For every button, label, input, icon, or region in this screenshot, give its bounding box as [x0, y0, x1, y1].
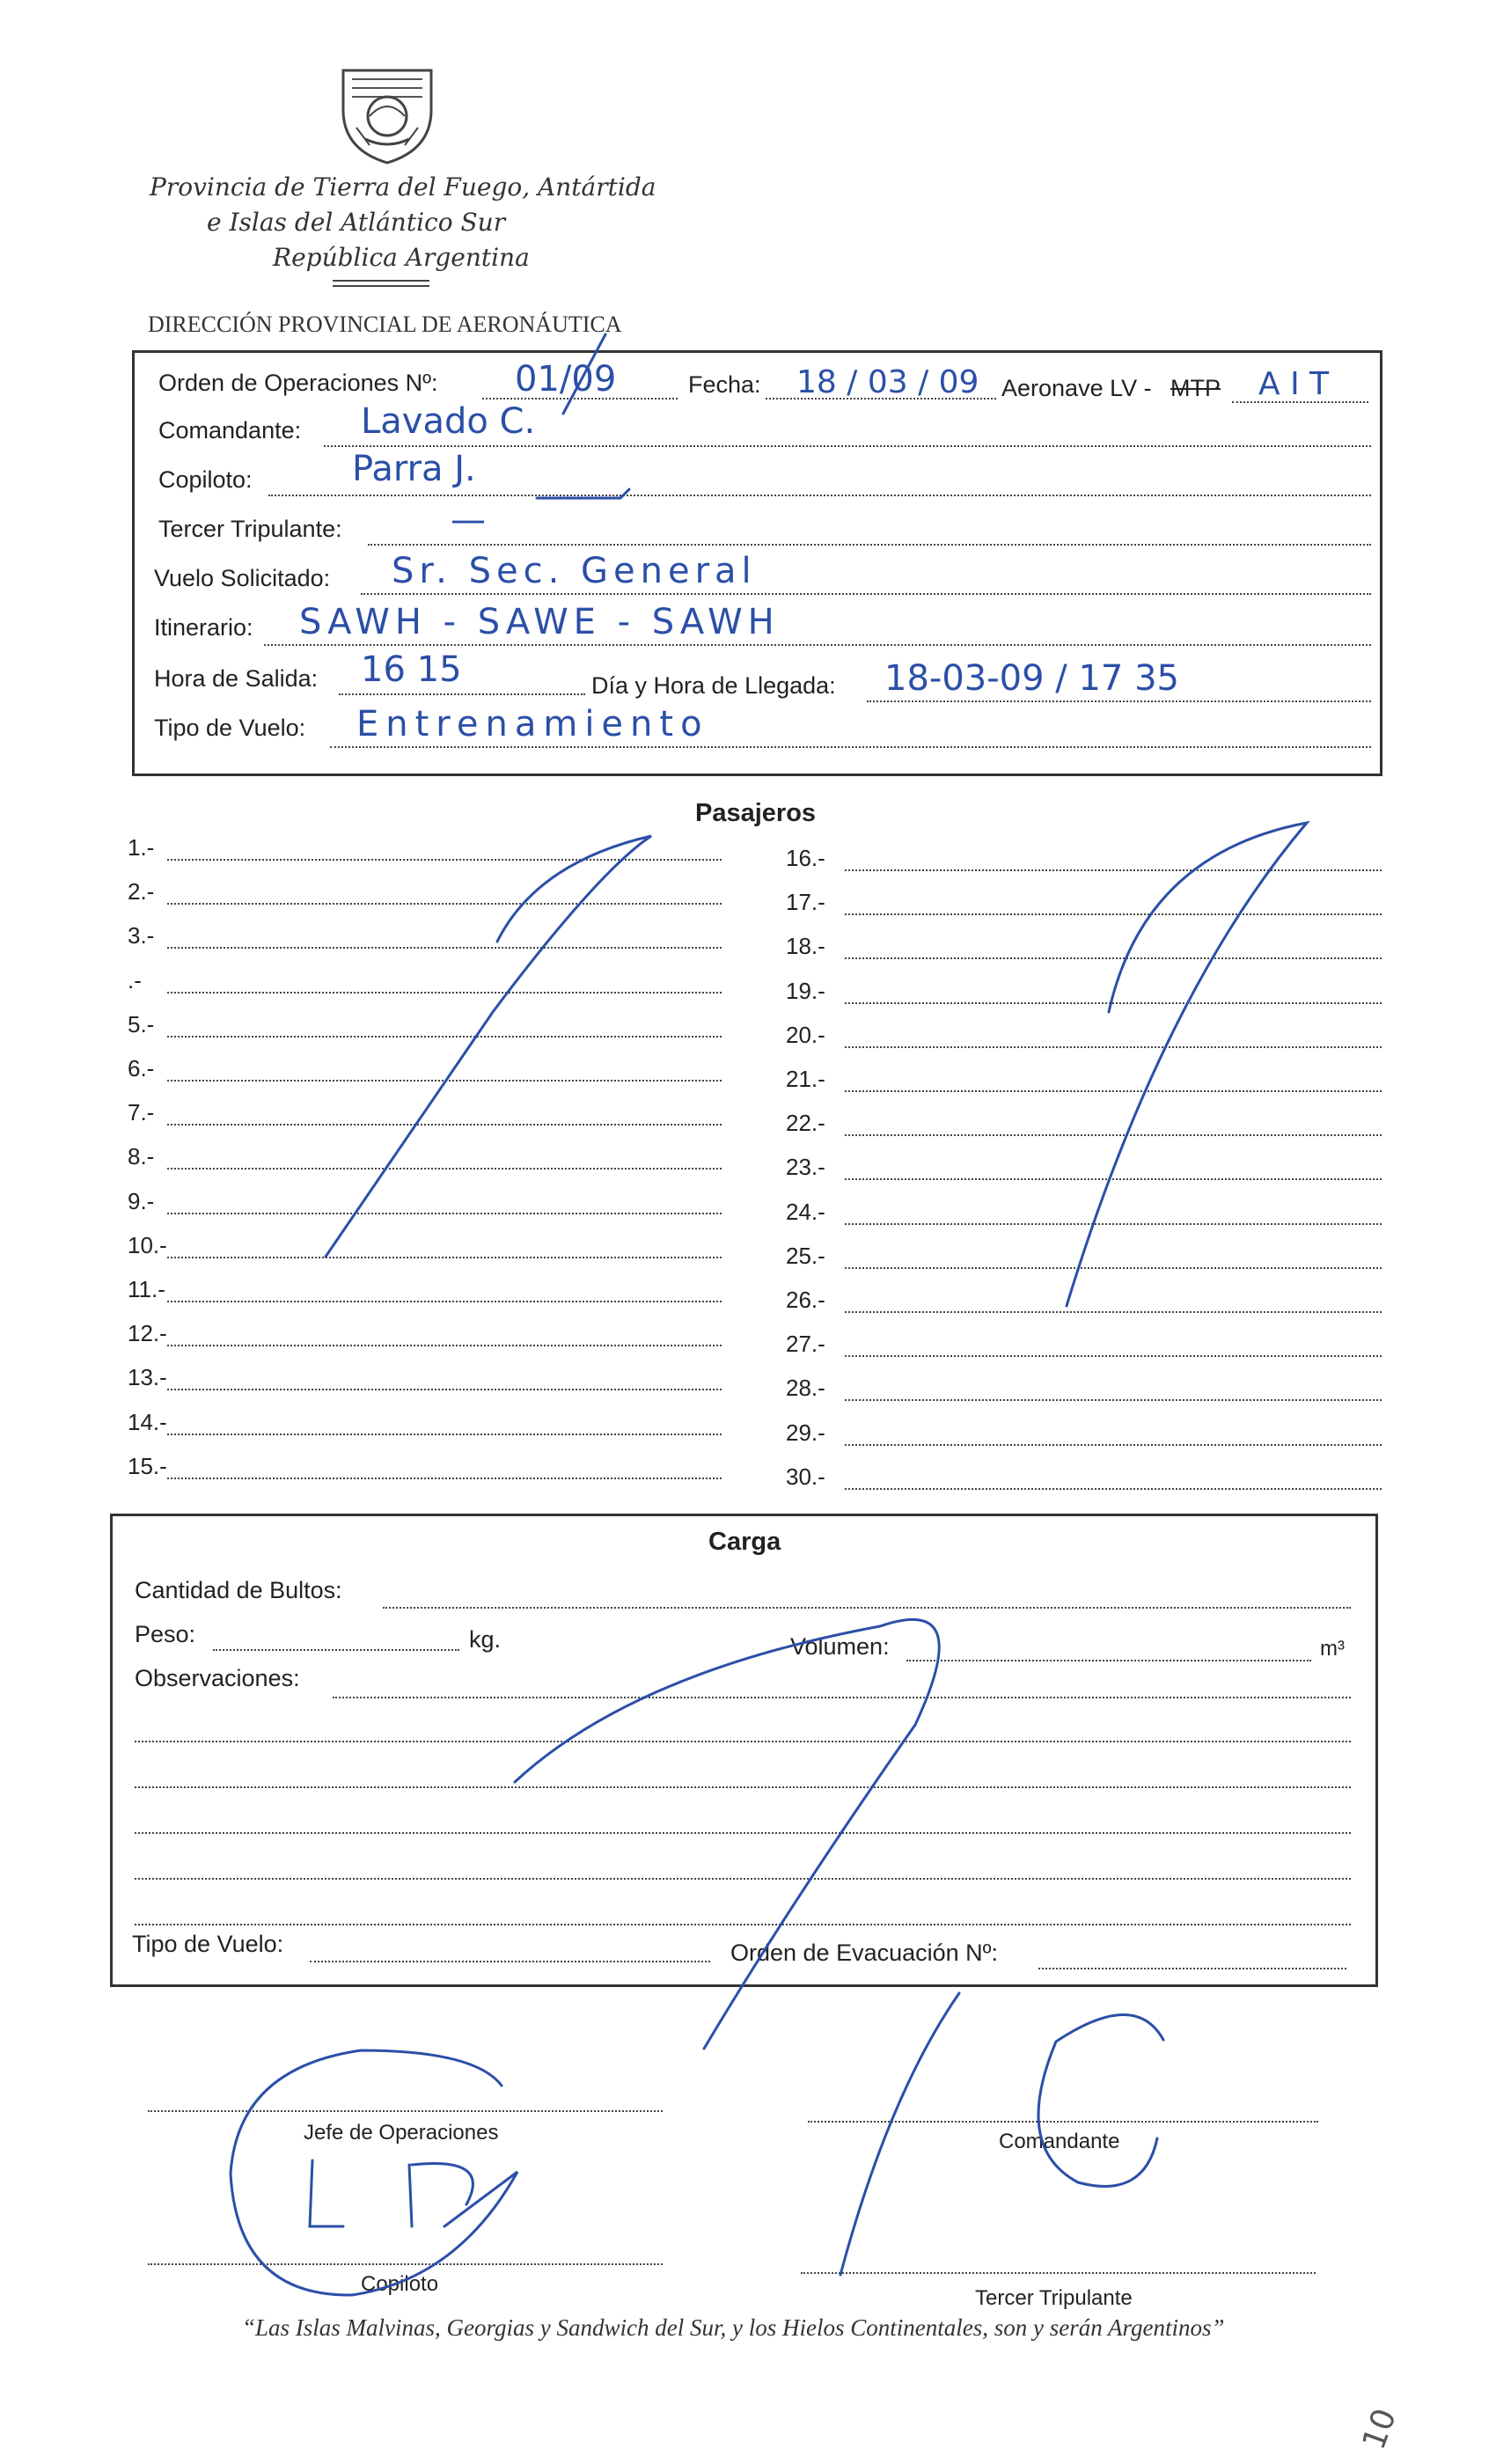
passenger-right-entry-line-1[interactable]: [845, 869, 1382, 871]
observations-line-1: [333, 1697, 1351, 1698]
province-emblem: [339, 62, 436, 165]
passenger-right-number-2: 17.-: [786, 889, 825, 916]
departure-label: Hora de Salida:: [154, 665, 319, 692]
passenger-right-entry-line-14[interactable]: [845, 1444, 1382, 1446]
passenger-right-number-8: 23.-: [786, 1154, 825, 1181]
passengers-right-strike: [1067, 823, 1307, 1306]
passenger-right-number-5: 20.-: [786, 1021, 825, 1048]
passenger-left-entry-line-3[interactable]: [167, 947, 722, 949]
evacuation-line: [1038, 1968, 1346, 1969]
passenger-left-entry-line-9[interactable]: [167, 1213, 722, 1214]
passenger-left-entry-line-7[interactable]: [167, 1124, 722, 1126]
observations-line-6: [135, 1924, 1351, 1925]
arrival-value[interactable]: 18-03-09 / 17 35: [884, 658, 1179, 699]
itinerary-label: Itinerario:: [154, 614, 253, 641]
passenger-right-entry-line-13[interactable]: [845, 1399, 1382, 1401]
passenger-left-entry-line-2[interactable]: [167, 903, 722, 905]
aircraft-struck: MTP: [1170, 375, 1221, 401]
third-sign-label: Tercer Tripulante: [975, 2286, 1133, 2310]
passenger-right-entry-line-2[interactable]: [845, 913, 1382, 915]
passenger-left-number-8: 8.-: [128, 1143, 155, 1170]
flight-type-label: Tipo de Vuelo:: [154, 715, 306, 741]
header-rule: [333, 280, 429, 282]
header-line-3: República Argentina: [273, 243, 530, 272]
date-label: Fecha:: [688, 371, 761, 398]
order-value[interactable]: 01/09: [515, 359, 617, 400]
aircraft-label: Aeronave LV -: [1001, 375, 1152, 401]
ops-chief-signature: [231, 2050, 517, 2295]
passenger-right-number-12: 27.-: [786, 1331, 825, 1358]
copilot-sign-line: [148, 2263, 663, 2265]
weight-line: [213, 1649, 459, 1651]
passenger-right-entry-line-15[interactable]: [845, 1488, 1382, 1490]
passenger-right-entry-line-10[interactable]: [845, 1267, 1382, 1269]
commander-label: Comandante:: [158, 417, 302, 444]
header-line-2: e Islas del Atlántico Sur: [207, 208, 506, 237]
third-sign-line: [801, 2272, 1316, 2274]
passenger-right-entry-line-8[interactable]: [845, 1178, 1382, 1180]
passenger-right-number-10: 25.-: [786, 1242, 825, 1269]
passenger-left-entry-line-14[interactable]: [167, 1434, 722, 1435]
passenger-right-entry-line-7[interactable]: [845, 1134, 1382, 1136]
passenger-right-number-1: 16.-: [786, 845, 825, 871]
passenger-right-number-11: 26.-: [786, 1287, 825, 1313]
third-crew-label: Tercer Tripulante:: [158, 516, 342, 542]
passenger-right-number-9: 24.-: [786, 1198, 825, 1225]
passenger-left-number-15: 15.-: [128, 1452, 167, 1479]
aircraft-value[interactable]: A I T: [1258, 366, 1330, 402]
passenger-left-entry-line-8[interactable]: [167, 1168, 722, 1170]
passenger-right-entry-line-5[interactable]: [845, 1046, 1382, 1048]
requested-label: Vuelo Solicitado:: [154, 565, 331, 591]
observations-label: Observaciones:: [135, 1665, 300, 1691]
copilot-value[interactable]: Parra J.: [352, 449, 476, 489]
passenger-left-number-9: 9.-: [128, 1187, 155, 1214]
passenger-right-entry-line-6[interactable]: [845, 1090, 1382, 1092]
passengers-title: Pasajeros: [695, 799, 817, 827]
cargo-title: Carga: [708, 1528, 781, 1556]
departure-value[interactable]: 16 15: [361, 649, 462, 690]
passenger-left-number-2: 2.-: [128, 878, 155, 906]
volume-unit: m³: [1320, 1637, 1345, 1661]
packages-line: [383, 1607, 1351, 1609]
passenger-left-number-1: 1.-: [128, 834, 155, 861]
requested-line: [361, 593, 1371, 595]
passenger-left-entry-line-10[interactable]: [167, 1257, 722, 1258]
observations-line-2: [135, 1741, 1351, 1742]
passenger-right-entry-line-3[interactable]: [845, 957, 1382, 959]
passenger-right-number-4: 19.-: [786, 977, 825, 1004]
header-rule-2: [333, 285, 429, 287]
passenger-left-entry-line-4[interactable]: [167, 992, 722, 994]
passenger-right-number-6: 21.-: [786, 1066, 825, 1092]
weight-unit: kg.: [469, 1626, 502, 1653]
passenger-right-entry-line-4[interactable]: [845, 1002, 1382, 1004]
ops-chief-line: [148, 2110, 663, 2112]
passenger-left-number-4: .-: [128, 966, 142, 994]
passenger-right-entry-line-11[interactable]: [845, 1311, 1382, 1313]
observations-line-5: [135, 1878, 1351, 1880]
commander-sign-line: [808, 2121, 1318, 2123]
third-crew-line: [368, 544, 1371, 546]
weight-label: Peso:: [135, 1621, 196, 1647]
requested-value[interactable]: Sr. Sec. General: [392, 551, 757, 591]
passengers-left-strike: [326, 836, 651, 1257]
passenger-left-number-10: 10.-: [128, 1231, 167, 1258]
department-name: DIRECCIÓN PROVINCIAL DE AERONÁUTICA: [148, 312, 622, 337]
passenger-right-entry-line-9[interactable]: [845, 1223, 1382, 1225]
order-label: Orden de Operaciones Nº:: [158, 370, 438, 396]
arrival-line: [867, 700, 1371, 702]
itinerary-value[interactable]: SAWH - SAWE - SAWH: [299, 602, 780, 642]
footer-motto: “Las Islas Malvinas, Georgias y Sandwich del Sur, y los Hielos Continentales, son y serán Argentinos”: [242, 2314, 1225, 2341]
passenger-left-entry-line-6[interactable]: [167, 1080, 722, 1082]
passenger-left-entry-line-12[interactable]: [167, 1345, 722, 1346]
departure-line: [339, 693, 585, 695]
passenger-right-number-14: 29.-: [786, 1419, 825, 1446]
passenger-left-number-5: 5.-: [128, 1010, 155, 1038]
evacuation-label: Orden de Evacuación Nº:: [730, 1940, 999, 1966]
cargo-flight-type-line: [310, 1961, 710, 1962]
header-line-1: Provincia de Tierra del Fuego, Antártida: [150, 172, 656, 202]
copilot-sign-label: Copiloto: [361, 2272, 439, 2296]
passenger-right-number-7: 22.-: [786, 1110, 825, 1137]
ops-chief-label: Jefe de Operaciones: [304, 2121, 499, 2145]
packages-label: Cantidad de Bultos:: [135, 1577, 342, 1603]
passenger-left-entry-line-5[interactable]: [167, 1036, 722, 1038]
itinerary-line: [264, 644, 1371, 646]
date-value[interactable]: 18 / 03 / 09: [796, 364, 979, 400]
cargo-flight-type-label: Tipo de Vuelo:: [132, 1931, 284, 1957]
passenger-left-entry-line-13[interactable]: [167, 1389, 722, 1390]
flight-type-value[interactable]: Entrenamiento: [356, 704, 709, 744]
operations-box: [132, 350, 1382, 776]
passenger-left-number-13: 13.-: [128, 1364, 167, 1391]
flight-type-line: [330, 746, 1371, 748]
passenger-left-number-14: 14.-: [128, 1408, 167, 1435]
commander-value[interactable]: Lavado C.: [361, 401, 536, 442]
commander-line: [324, 445, 1371, 447]
copilot-line: [268, 495, 1371, 496]
commander-sign-label: Comandante: [999, 2130, 1120, 2153]
passenger-left-entry-line-1[interactable]: [167, 859, 722, 861]
passenger-left-number-3: 3.-: [128, 922, 155, 950]
page-mark: 10: [1355, 2403, 1404, 2455]
passenger-right-entry-line-12[interactable]: [845, 1355, 1382, 1357]
passenger-right-number-3: 18.-: [786, 933, 825, 960]
passenger-left-entry-line-15[interactable]: [167, 1478, 722, 1479]
passenger-left-number-11: 11.-: [128, 1276, 165, 1302]
passenger-right-number-15: 30.-: [786, 1463, 825, 1490]
observations-line-4: [135, 1832, 1351, 1834]
third-crew-value[interactable]: —: [451, 500, 486, 540]
volume-line: [906, 1660, 1311, 1661]
passenger-left-number-6: 6.-: [128, 1055, 155, 1082]
observations-line-3: [135, 1786, 1351, 1788]
volume-label: Volumen:: [790, 1633, 890, 1660]
copilot-label: Copiloto:: [158, 466, 253, 493]
passenger-right-number-13: 28.-: [786, 1375, 825, 1402]
passenger-left-number-12: 12.-: [128, 1320, 167, 1347]
passenger-left-number-7: 7.-: [128, 1099, 155, 1126]
arrival-label: Día y Hora de Llegada:: [591, 672, 836, 699]
passenger-left-entry-line-11[interactable]: [167, 1301, 722, 1302]
